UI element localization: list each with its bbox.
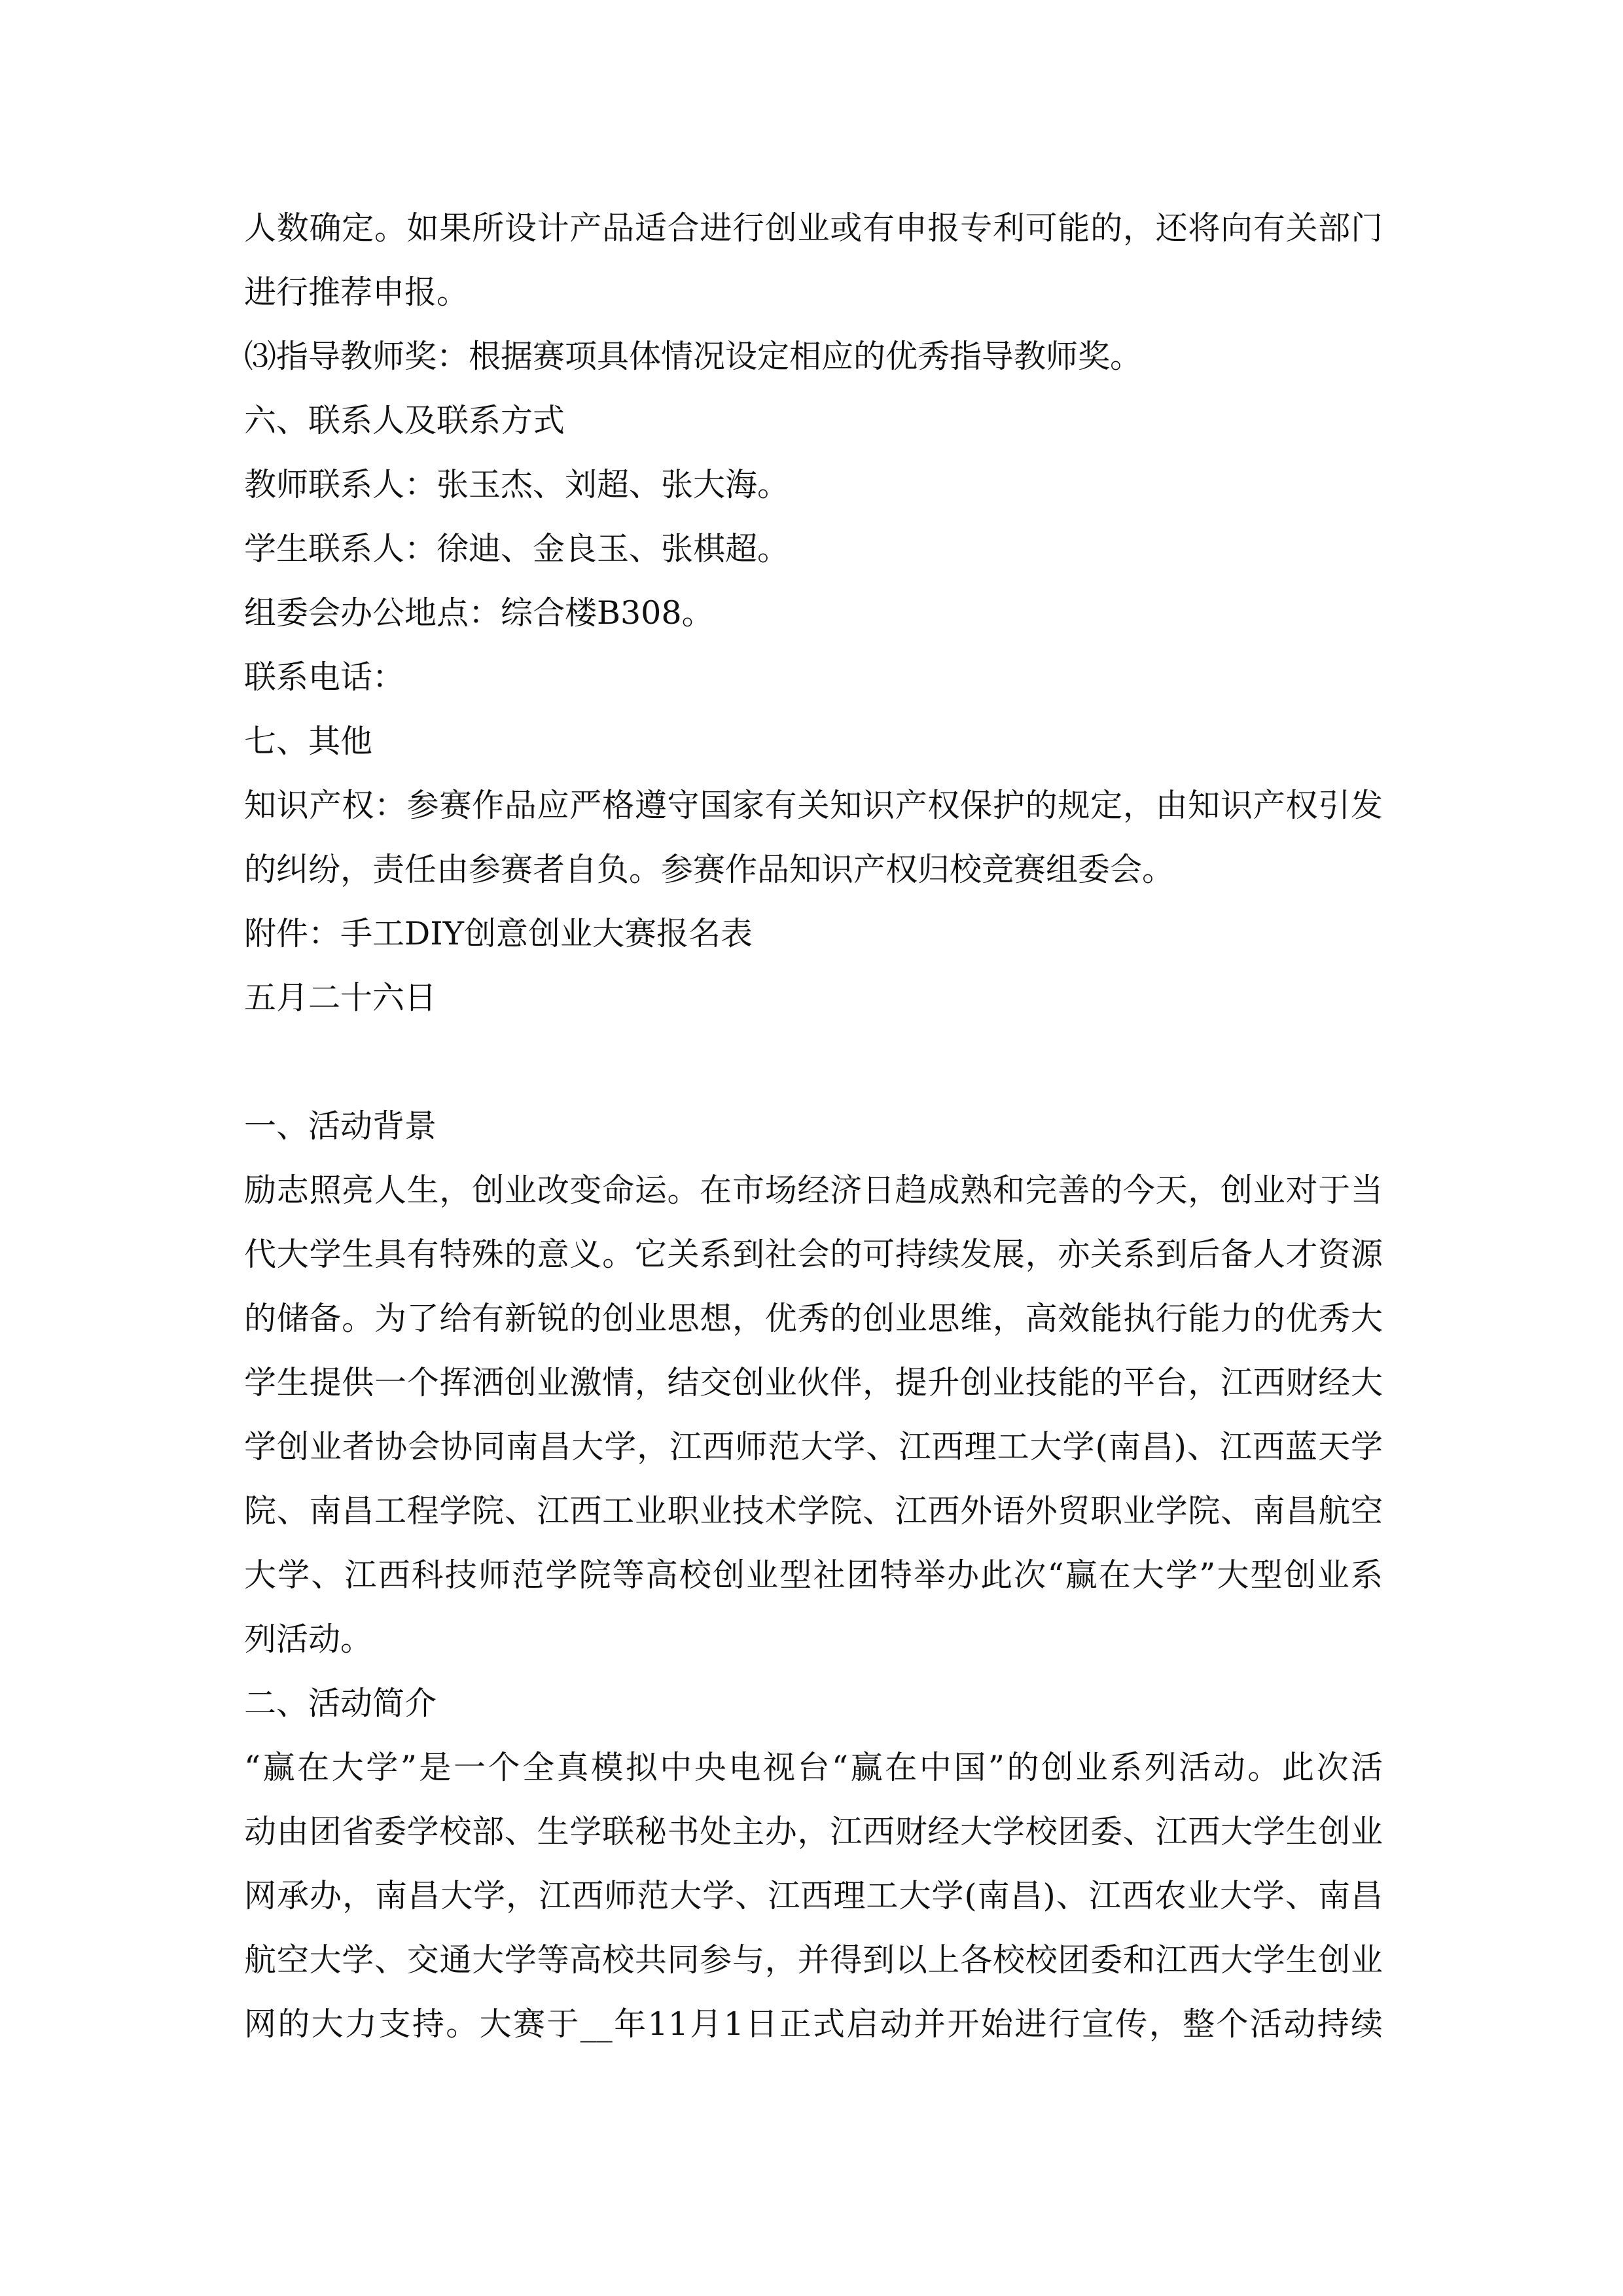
text-line: 代大学生具有特殊的意义。它关系到社会的可持续发展，亦关系到后备人才资源 bbox=[244, 1236, 1383, 1273]
document-body bbox=[244, 196, 1383, 2056]
text-line: 人数确定。如果所设计产品适合进行创业或有申报专利可能的，还将向有关部门 bbox=[244, 209, 1383, 247]
text-line: 组委会办公地点：综合楼B308。 bbox=[244, 594, 714, 632]
section-heading: 七、其他 bbox=[244, 723, 373, 760]
text-line: 进行推荐申报。 bbox=[244, 274, 469, 311]
text-line: 附件：手工DIY创意创业大赛报名表 bbox=[244, 915, 753, 952]
text-line: 学生提供一个挥洒创业激情，结交创业伙伴，提升创业技能的平台，江西财经大 bbox=[244, 1364, 1383, 1401]
section-heading: 六、联系人及联系方式 bbox=[244, 402, 565, 439]
text-line: 的纠纷，责任由参赛者自负。参赛作品知识产权归校竞赛组委会。 bbox=[244, 851, 1175, 888]
text-line: 学创业者协会协同南昌大学，江西师范大学、江西理工大学(南昌)、江西蓝天学 bbox=[244, 1428, 1383, 1465]
text-line: 院、南昌工程学院、江西工业职业技术学院、江西外语外贸职业学院、南昌航空 bbox=[244, 1492, 1383, 1530]
date-line: 五月二十六日 bbox=[244, 979, 437, 1016]
text-line: 网承办，南昌大学，江西师范大学、江西理工大学(南昌)、江西农业大学、南昌 bbox=[244, 1877, 1383, 1914]
text-line: 列活动。 bbox=[244, 1621, 373, 1658]
text-line: 联系电话： bbox=[244, 658, 405, 696]
text-line: 知识产权：参赛作品应严格遵守国家有关知识产权保护的规定，由知识产权引发 bbox=[244, 787, 1383, 824]
section-heading: 一、活动背景 bbox=[244, 1107, 437, 1145]
text-line: 网的大力支持。大赛于__年11月1日正式启动并开始进行宣传，整个活动持续 bbox=[244, 2005, 1383, 2043]
text-line: ⑶指导教师奖：根据赛项具体情况设定相应的优秀指导教师奖。 bbox=[244, 338, 1143, 375]
text-line: 动由团省委学校部、生学联秘书处主办，江西财经大学校团委、江西大学生创业 bbox=[244, 1813, 1383, 1850]
text-line: 航空大学、交通大学等高校共同参与，并得到以上各校校团委和江西大学生创业 bbox=[244, 1941, 1383, 1979]
text-line: 学生联系人：徐迪、金良玉、张棋超。 bbox=[244, 530, 790, 567]
text-line: 教师联系人：张玉杰、刘超、张大海。 bbox=[244, 466, 790, 503]
text-line: 的储备。为了给有新锐的创业思想，优秀的创业思维，高效能执行能力的优秀大 bbox=[244, 1300, 1383, 1337]
text-line: “赢在大学”是一个全真模拟中央电视台“赢在中国”的创业系列活动。此次活 bbox=[244, 1749, 1383, 1786]
text-line: 大学、江西科技师范学院等高校创业型社团特举办此次“赢在大学”大型创业系 bbox=[244, 1556, 1383, 1594]
blank-line bbox=[244, 1030, 1383, 1094]
text-line: 励志照亮人生，创业改变命运。在市场经济日趋成熟和完善的今天，创业对于当 bbox=[244, 1172, 1383, 1209]
section-heading: 二、活动简介 bbox=[244, 1685, 437, 1722]
